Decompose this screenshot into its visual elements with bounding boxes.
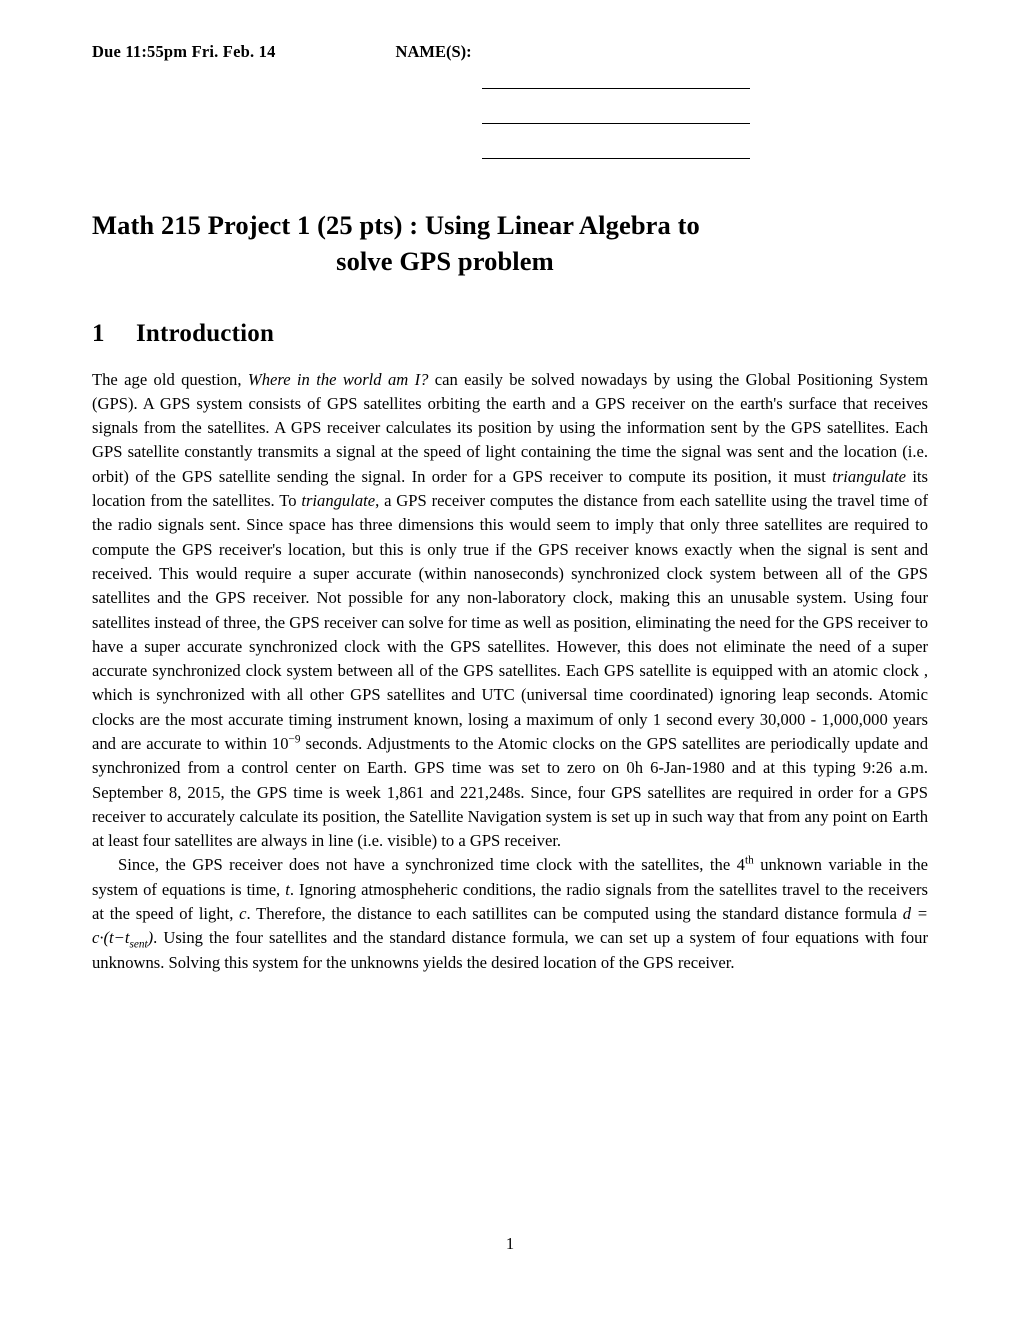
section-body bbox=[92, 368, 928, 975]
name-field-block bbox=[396, 40, 750, 159]
intro-paragraph-2: Since, the GPS receiver does not have a synchronized time clock with the satellites, the 4th unknown variable in the system of equations is time, t. Ignoring atmospheheric conditions, the radio signals from the satellites travel to the receivers at the speed of light, c. Therefore, the distance to each satillites can be computed using the standard distance formula $d = c\cdot(t-t_{sent})$. Using the four satellites and the standard distance formula, we can set up a system of four equations with four unknowns. Solving this system for the unknowns yields the desired location of the GPS receiver. bbox=[92, 854, 928, 972]
name-blank-lines bbox=[482, 40, 750, 159]
section-heading-introduction bbox=[92, 320, 928, 348]
name-blank-line[interactable] bbox=[482, 54, 750, 89]
name-blank-line[interactable] bbox=[482, 89, 750, 124]
names-label: NAME(S): bbox=[395, 42, 472, 61]
page-number: 1 bbox=[505, 1234, 515, 1253]
section-title: Introduction bbox=[136, 319, 275, 347]
document-header bbox=[92, 40, 928, 150]
page-title-line-1: Math 215 Project 1 (25 pts) : Using Linear Algebra to bbox=[92, 210, 700, 240]
name-blank-line[interactable] bbox=[482, 124, 750, 159]
section-number: 1 bbox=[92, 319, 105, 347]
page-title bbox=[92, 208, 928, 280]
page-title-line-2: solve GPS problem bbox=[336, 245, 554, 276]
due-date-label: Due 11:55pm Fri. Feb. 14 bbox=[92, 42, 276, 61]
intro-paragraph-1: The age old question, Where in the world am I? can easily be solved nowadays by using the Global Positioning System (GPS). A GPS system consists of GPS satellites orbiting the earth and a GPS receiver on the earth's surface that receives signals from the satellites. A GPS receiver calculates its position by using the information sent by the GPS satellites. Each GPS satellite constantly transmits a signal at the speed of light containing the time the signal was sent and the location (i.e. orbit) of the GPS satellite sending the signal. In order for a GPS receiver to compute its position, it must triangulate its location from the satellites. To triangulate, a GPS receiver computes the distance from each satellite using the travel time of the radio signals sent. Since space has three dimensions this would seem to imply that only three satellites are required to compute the GPS receiver's location, but this is only true if the GPS receiver knows exactly when the signal is sent and received. This would require a super accurate (within nanoseconds) synchronized clock system between all of the GPS satellites and the GPS receiver. Not possible for any non-laboratory clock, making this an unusable system. Using four satellites instead of three, the GPS receiver can solve for time as well as position, eliminating the need for the GPS receiver to have a super accurate synchronized clock with the GPS satellites. However, this does not eliminate the need of a super accurate synchronized clock system between all of the GPS satellites. Each GPS satellite is equipped with an atomic clock , which is synchronized with all other GPS satellites and UTC (universal time coordinated) ignoring leap seconds. Atomic clocks are the most accurate timing instrument known, losing a maximum of only 1 second every 30,000 - 1,000,000 years and are accurate to within $10^{-9}$ seconds. Adjustments to the Atomic clocks on the GPS satellites are periodically update and synchronized from a control center on Earth. GPS time was set to zero on 0h 6-Jan-1980 and at this typing 9:26 a.m. September 8, 2015, the GPS time is week 1,861 and 221,248s. Since, four GPS satellites are required in order for a GPS receiver to accurately calculate its position, the Satellite Navigation system is set up in such way that from any point on Earth at least four satellites are always in line (i.e. visible) to a GPS receiver. bbox=[92, 369, 929, 851]
